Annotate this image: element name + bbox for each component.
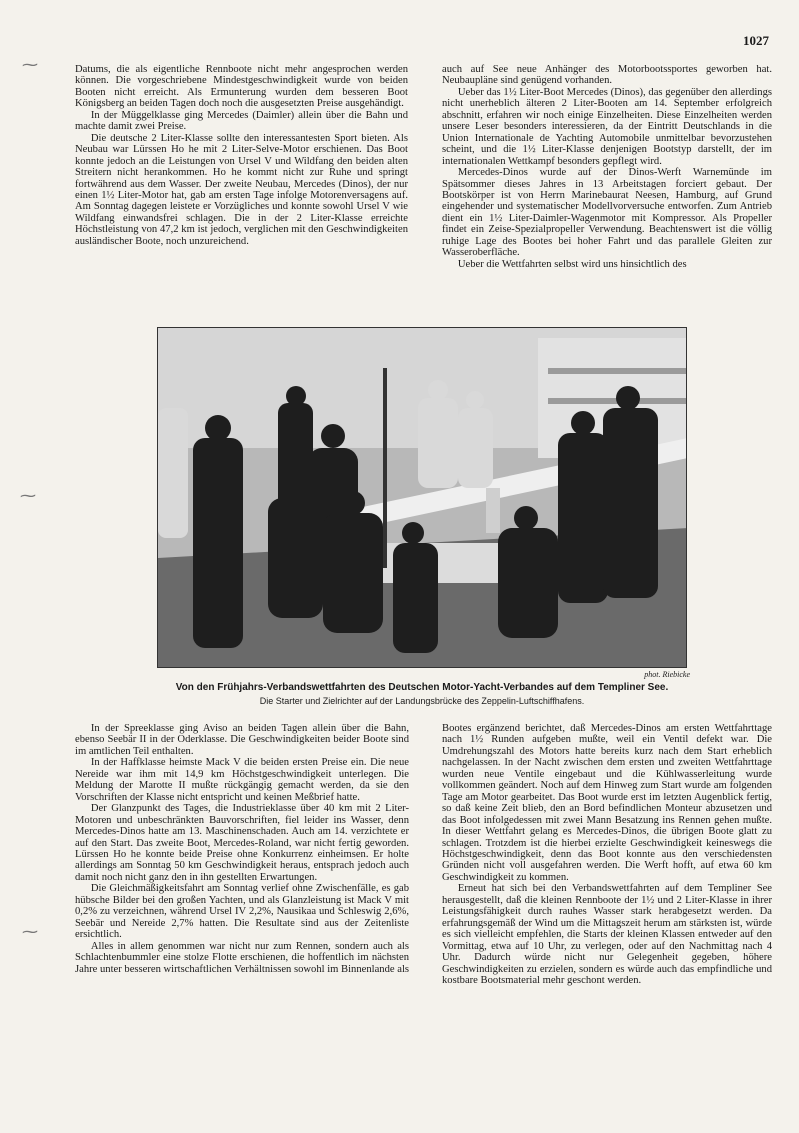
paragraph: auch auf See neue Anhänger des Motorbootssportes geworben hat. Neubaupläne sind genügend vorhanden.: [442, 64, 772, 87]
paragraph: Der Glanzpunkt des Tages, die Industrieklasse über 40 km mit 2 Liter-Motoren und unbeschränkten Bauvorschriften, fiel leider ins Wasser, denn Mercedes-Dinos hatte am 13. Maschinenschaden. Auch am 14. verzichtete er auf den Start. Das zweite Boot, Mercedes-Roland, war nicht fertig geworden. Lürssen Ho he konnte beide Preise ohne Konkurrenz einheimsen. Er holte allerdings am Sonntag 50 km Geschwindigkeit heraus, entsprach jedoch auch damit noch nicht ganz den in ihn gestellten Erwartungen.: [75, 803, 409, 883]
paragraph: Erneut hat sich bei den Verbandswettfahrten auf dem Templiner See herausgestellt, daß die kleinen Rennboote der 1½ und 2 Liter-Klasse in ihrer Leistungsfähigkeit durch rauhes Wasser stark herabgesetzt werden. Da erfahrungsgemäß der Wind um die Mittagszeit herum am stärksten ist, würde es sich vielleicht empfehlen, die Starts der kleinen Klassen entweder auf den Vormittag, etwa auf 10 Uhr, zu verlegen, oder auf den Nachmittag nach 4 Uhr. Dadurch würde nicht nur Gelegenheit gegeben, höhere Geschwindigkeiten zu erzielen, sondern es würde auch das empfindliche und kostbare Bootsmaterial mehr geschont werden.: [442, 883, 772, 986]
photo-caption: Von den Frühjahrs-Verbandswettfahrten des Deutschen Motor-Yacht-Verbandes auf dem Templiner See.: [175, 682, 669, 693]
paragraph: Ueber das 1½ Liter-Boot Mercedes (Dinos), das gegenüber den allerdings nicht unerheblich älteren 2 Liter-Booten am 14. September erfolgreich abschnitt, erfahren wir noch einige Einzelheiten. Diese Einzelheiten werden unsere Leser besonders interessieren, da der Eintritt Deutschlands in die Union Internationale de Yachting Automobile unmittelbar bevorzustehen scheint, und die 1½ Liter-Klasse denjenigen Bootstyp darstellt, der im internationalen Wettkampf besonders gepflegt wird.: [442, 86, 772, 167]
paragraph: Alles in allem genommen war nicht nur zum Rennen, sondern auch als Schlachtenbummler eine stolze Flotte erschienen, die hoffentlich im nächsten Jahre unter besseren wirtschaftlichen Verhältnissen sowohl im Binnenlande als: [75, 940, 410, 975]
photograph: [157, 327, 687, 668]
paragraph: Datums, die als eigentliche Rennboote nicht mehr angesprochen werden können. Die vorgeschriebene Mindestgeschwindigkeit wurde von beiden Booten nicht erreicht. Als Ermunterung wurden dem besseren Boot Königsberg an beiden Tagen doch noch die ausgesetzten Preise ausgehändigt.: [75, 64, 408, 110]
photo-credit: phot. Riebicke: [644, 670, 690, 679]
column-top-right: [442, 64, 772, 270]
paragraph: Ueber die Wettfahrten selbst wird uns hinsichtlich des: [457, 258, 687, 270]
margin-mark-bottom: ⁓: [22, 922, 38, 941]
column-bottom-left: [75, 723, 409, 975]
margin-mark-top: ⁓: [22, 55, 38, 74]
column-top-left: [75, 64, 408, 247]
paragraph: Die Gleichmäßigkeitsfahrt am Sonntag verlief ohne Zwischenfälle, es gab hübsche Bilder bei den großen Yachten, und als Glanzleistung ist Mack V mit 0,2% zu verzeichnen, während Ursel IV 2,2%, Nausikaa und Schleswig 2,6%, Seebär und Nereide 2,7% hatten. Die Resultate sind aus der Zeitenliste ersichtlich.: [75, 883, 409, 941]
page-number: 1027: [743, 33, 769, 48]
margin-mark-middle: ⁓: [20, 486, 36, 505]
paragraph: In der Müggelklasse ging Mercedes (Daimler) allein über die Bahn und machte damit zwei Preise.: [75, 109, 408, 133]
paragraph: In der Haffklasse heimste Mack V die beiden ersten Preise ein. Die neue Nereide war ihm mit 14,9 km Höchstgeschwindigkeit unterlegen. Die Meldung der Marotte II mußte rückgängig gemacht werden, da sie den Vorschriften der Klasse nicht entspricht und keinen Meßbrief hatte.: [75, 757, 409, 803]
photo-subcaption: Die Starter und Zielrichter auf der Landungsbrücke des Zeppelin-Luftschiffhafens.: [259, 696, 585, 706]
photo-illustration: [158, 328, 687, 668]
paragraph: Bootes ergänzend berichtet, daß Mercedes-Dinos am ersten Wettfahrttage nach 1½ Runden aufgeben mußte, weil ein Ventil defekt war. Die Umdrehungszahl des Motors hatte bereits kurz nach dem Start erheblich nachgelassen. In der Nacht zwischen dem ersten und zweiten Wettfahrttage wurden neue Ventile eingebaut und die Kühlwasserleitung wurde vollkommen geändert. Noch auf dem Hinweg zum Start wurde am folgenden Tage am Motor gearbeitet. Das Boot wurde erst im letzten Augenblick fertig, so daß keine Zeit blieb, den an Bord befindlichen Monteur abzusetzen und das Boot infolgedessen mit zwei Mann Besatzung ins Rennen gehen mußte. In dieser Wettfahrt gelang es Mercedes-Dinos, die übrigen Boote glatt zu schlagen. Trotzdem ist die hierbei erzielte Geschwindigkeit keineswegs die Höchstgeschwindigkeit, denn das Boot konnte aus den verschiedensten Gründen nicht voll ausgefahren werden. Die Werft hofft, auf etwa 60 km Geschwindigkeit zu kommen.: [442, 723, 772, 883]
paragraph: Mercedes-Dinos wurde auf der Dinos-Werft Warnemünde im Spätsommer dieses Jahres in 13 Arbeitstagen forciert gebaut. Der Bootskörper ist von Herrn Marinebaurat Neesen, Hamburg, auf Grund eingehender und systematischer Modellvorversuche entworfen. Zum Antrieb dient ein 1½ Liter-Daimler-Wagenmotor mit Kompressor. Als Propeller findet ein Zeise-Spezialpropeller Verwendung. Beachtenswert ist die völlig ruhige Lage des Bootes bei hoher Fahrt und das parallele Gleiten zur Wasseroberfläche.: [442, 167, 772, 259]
paragraph: In der Spreeklasse ging Aviso an beiden Tagen allein über die Bahn, ebenso Seebär II in der Oderklasse. Die Geschwindigkeiten beider Boote sind im amtlichen Teil enthalten.: [75, 723, 409, 757]
column-bottom-right: [442, 723, 772, 986]
paragraph: Die deutsche 2 Liter-Klasse sollte den interessantesten Sport bieten. Als Neubau war Lürssen Ho he mit 2 Liter-Selve-Motor erschienen. Das Boot konnte jedoch an die Leistungen von Ursel V und Wildfang den beiden alten Streitern nicht herankommen. Ho he kommt nicht zur Ruhe und springt fortwährend aus dem Wasser. Der zweite Neubau, Mercedes (Dinos), der nur einen 1½ Liter-Motor hat, gab am ersten Tage infolge Motorenversagens auf. Am Sonntag dagegen leistete er Vorzügliches und konnte sowohl Ursel V wie Wildfang einwandsfrei schlagen. Die in der 2 Liter-Klasse erreichte Höchstleistung von 47,2 km ist jedoch, verglichen mit den Geschwindigkeiten ausländischer Boote, noch unzureichend.: [75, 132, 408, 247]
